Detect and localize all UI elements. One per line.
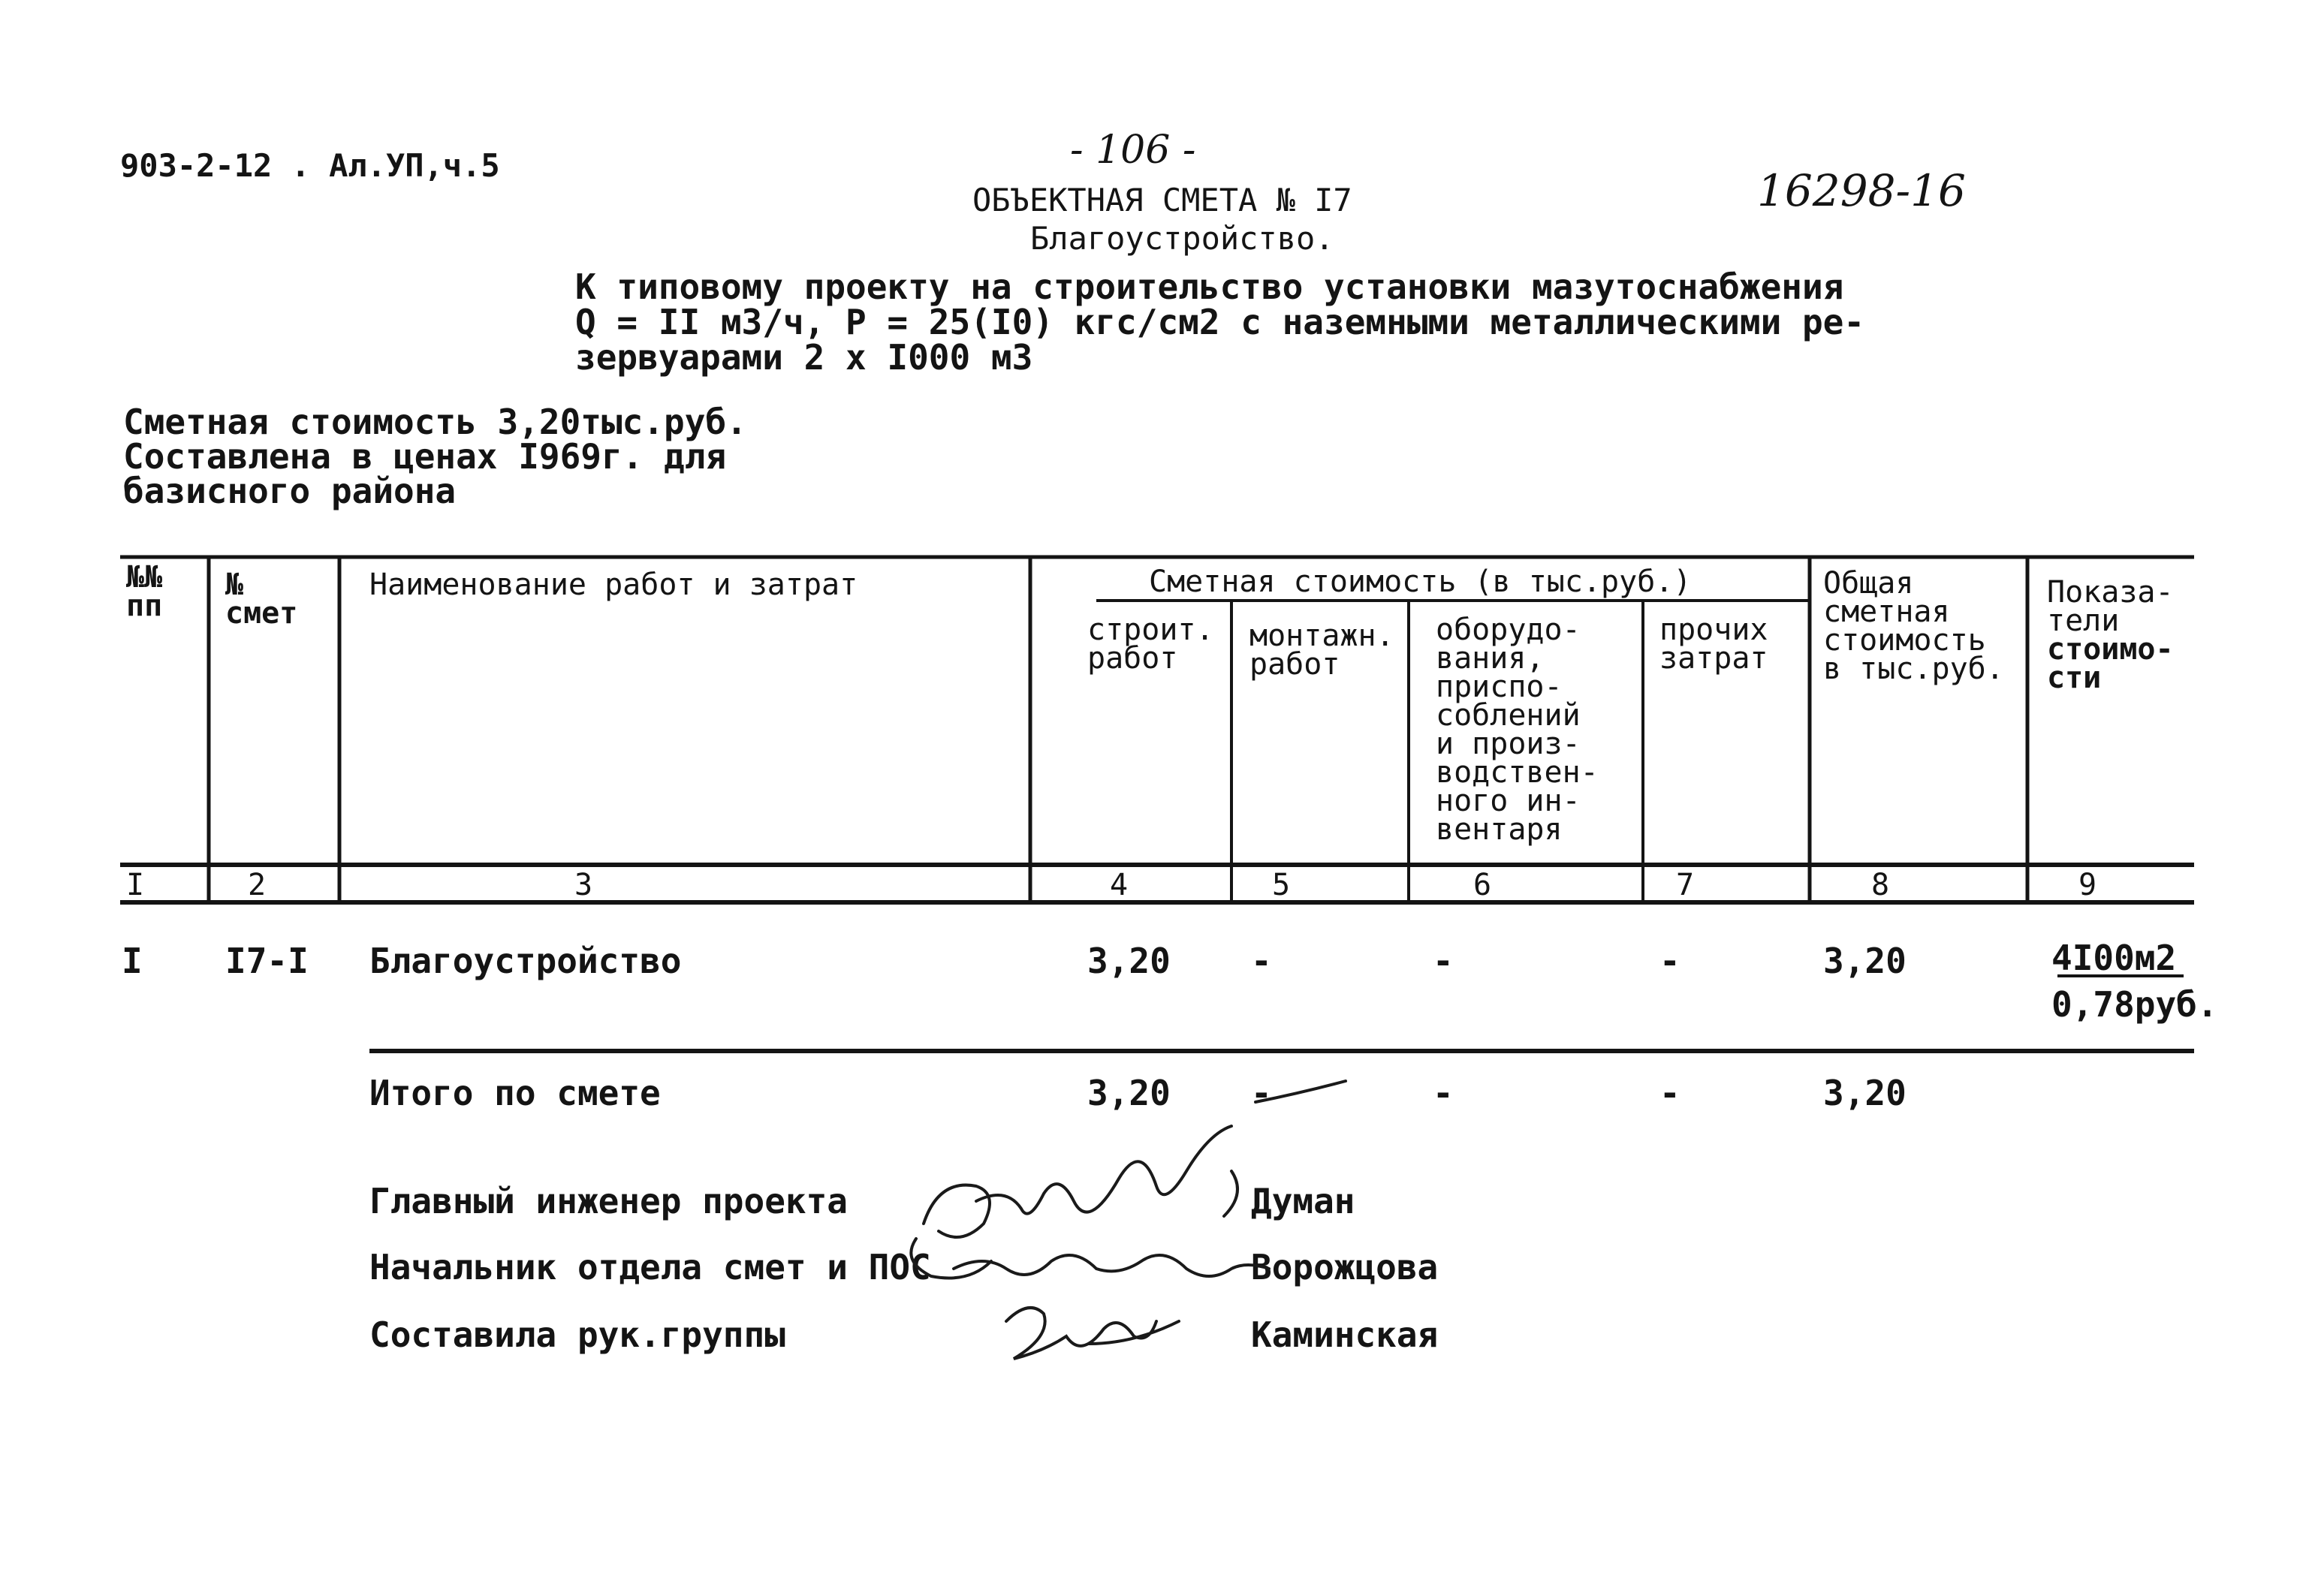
header-group-cost: Сметная стоимость (в тыс.руб.)	[1149, 565, 1692, 599]
header-col-indicator-line-1: Показа-	[2047, 575, 2174, 610]
col-number-5: 5	[1272, 868, 1291, 902]
header-col-oborud-line-1: оборудо-	[1436, 613, 1581, 647]
row-total: 3,20	[1823, 941, 1907, 981]
row-num: I	[122, 941, 143, 981]
head-signature	[911, 1239, 1269, 1278]
total-sum: 3,20	[1823, 1073, 1907, 1113]
header-col-num-line-1: №№	[126, 560, 163, 595]
project-line-1: К типовому проекту на строительство установки мазутоснабжения	[575, 267, 1844, 307]
header-col-oborud-line-7: ного ин-	[1436, 784, 1581, 818]
chief-engineer-name: Думан	[1251, 1181, 1355, 1221]
compiler-signature	[1006, 1308, 1179, 1359]
header-col-indicator-line-3: стоимо-	[2047, 632, 2174, 667]
col-number-2: 2	[248, 868, 267, 902]
project-line-2: Q = II м3/ч, Р = 25(I0) кгс/см2 с наземными металлическими ре-	[575, 302, 1865, 342]
header-col-total-line-4: в тыс.руб.	[1823, 652, 2004, 686]
header-col-name-line-1: Наименование работ и затрат	[369, 568, 858, 602]
estimates-head-name: Ворожцова	[1251, 1247, 1439, 1287]
col-number-4: 4	[1110, 868, 1129, 902]
row-indicator-unit-cost: 0,78руб.	[2051, 984, 2218, 1025]
header-col-smeta-line-1: №	[225, 568, 244, 602]
header-col-indicator-line-2: тели	[2047, 604, 2120, 638]
row-stroit: 3,20	[1087, 941, 1171, 981]
row-indicator-area: 4I00м2	[2051, 938, 2177, 978]
col-number-6: 6	[1473, 868, 1492, 902]
row-montazh: -	[1251, 941, 1272, 981]
row-smeta: I7-I	[225, 941, 309, 981]
header-col-prochie-line-1: прочих	[1659, 613, 1768, 647]
document-code: 903-2-12 . Ал.УП,ч.5	[120, 147, 500, 184]
header-col-stroit-line-1: строит.	[1087, 613, 1214, 647]
estimated-cost: Сметная стоимость 3,20тыс.руб.	[123, 402, 747, 442]
header-col-oborud-line-8: вентаря	[1436, 812, 1563, 847]
row-prochie: -	[1659, 941, 1681, 981]
header-col-oborud-line-6: водствен-	[1436, 755, 1599, 790]
col-number-9: 9	[2078, 868, 2097, 902]
header-col-oborud-line-5: и произ-	[1436, 727, 1581, 761]
header-col-oborud-line-2: вания,	[1436, 641, 1545, 676]
header-col-total-line-1: Общая	[1823, 566, 1914, 601]
col-number-8: 8	[1871, 868, 1890, 902]
compiler-label: Составила рук.группы	[369, 1314, 785, 1355]
row-oborud: -	[1433, 941, 1454, 981]
header-col-montazh-line-2: работ	[1249, 647, 1340, 682]
chief-signature	[924, 1126, 1237, 1237]
base-region: базисного района	[123, 471, 457, 511]
estimates-head-label: Начальник отдела смет и ПОС	[369, 1247, 931, 1287]
price-basis: Составлена в ценах I969г. для	[123, 436, 727, 477]
row-name: Благоустройство	[369, 941, 682, 981]
total-oborud: -	[1433, 1073, 1454, 1113]
total-label: Итого по смете	[369, 1073, 661, 1113]
inventory-number: 16298-16	[1757, 165, 1966, 216]
compiler-name: Каминская	[1251, 1314, 1439, 1355]
header-col-stroit-line-2: работ	[1087, 641, 1178, 676]
total-prochie: -	[1659, 1073, 1681, 1113]
header-col-total-line-3: стоимость	[1823, 623, 1986, 658]
chief-engineer-label: Главный инженер проекта	[369, 1181, 848, 1221]
header-col-total-line-2: сметная	[1823, 595, 1950, 629]
header-col-num-line-2: пп	[126, 589, 163, 623]
header-col-prochie-line-2: затрат	[1659, 641, 1768, 676]
col-number-3: 3	[574, 868, 593, 902]
header-col-oborud-line-3: приспо-	[1436, 670, 1563, 704]
header-col-oborud-line-4: соблений	[1436, 698, 1581, 733]
project-line-3: зервуарами 2 х I000 м3	[575, 337, 1033, 378]
col-number-1: I	[126, 868, 145, 902]
dash-stroke	[1255, 1081, 1346, 1102]
total-montazh: -	[1251, 1073, 1272, 1113]
estimate-title: ОБЪЕКТНАЯ СМЕТА № I7	[972, 182, 1352, 218]
page-number: - 106 -	[1070, 128, 1196, 173]
estimate-subtitle: Благоустройство.	[1030, 220, 1334, 257]
header-col-indicator-line-4: сти	[2047, 661, 2102, 695]
header-col-montazh-line-1: монтажн.	[1249, 619, 1394, 653]
total-stroit: 3,20	[1087, 1073, 1171, 1113]
col-number-7: 7	[1676, 868, 1695, 902]
header-col-smeta-line-2: смет	[225, 596, 298, 631]
